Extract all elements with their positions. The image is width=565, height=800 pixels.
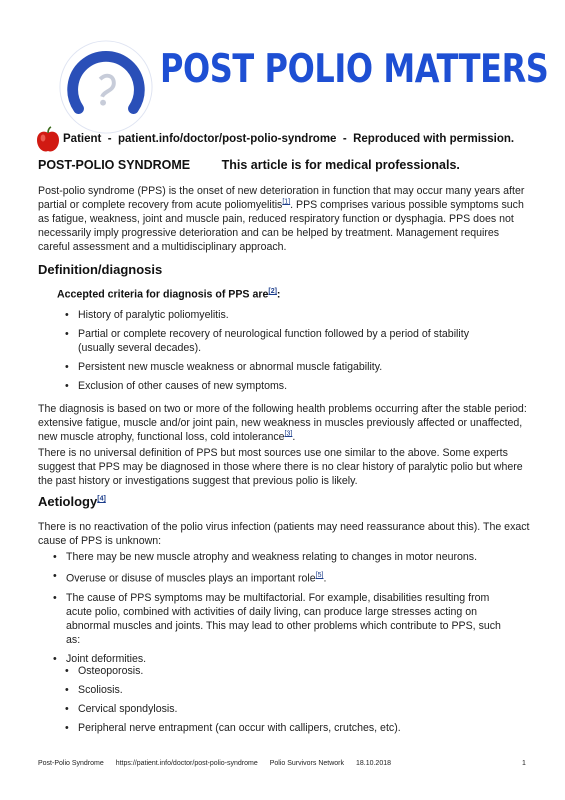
list-item	[64, 360, 524, 374]
list-item-text: Persistent new muscle weakness or abnormal muscle fatigability.	[78, 361, 383, 373]
credit-sep: -	[107, 133, 112, 145]
section-heading-definition: Definition/diagnosis	[38, 262, 163, 277]
footer-date: 18.10.2018	[355, 760, 392, 767]
list-item	[64, 683, 524, 697]
polio-survivors-network-logo	[57, 38, 155, 136]
credit-note: Reproduced with permission.	[353, 133, 515, 145]
credit-line	[63, 133, 514, 145]
footer-org: Polio Survivors Network	[269, 760, 345, 767]
footer-url[interactable]: https://patient.info/doctor/post-polio-syndrome	[115, 760, 258, 767]
list-item	[52, 591, 528, 647]
criteria-label: Accepted criteria for diagnosis of PPS are	[57, 288, 269, 301]
brand-title: POST POLIO MATTERS	[160, 47, 549, 92]
reference-link[interactable]: [4]	[97, 495, 106, 503]
credit-url[interactable]: patient.info/doctor/post-polio-syndrome	[117, 133, 337, 145]
list-item	[64, 308, 524, 322]
diagnosis-end: .	[292, 431, 296, 443]
aetiology-heading-text: Aetiology	[38, 494, 98, 509]
list-item	[52, 550, 528, 564]
criteria-list	[64, 308, 524, 398]
intro-paragraph	[38, 184, 530, 254]
credit-sep: -	[342, 133, 347, 145]
reference-link[interactable]: [2]	[268, 288, 277, 295]
aetiology-intro: There is no reactivation of the polio virus infection (patients may need reassurance about this). The exact cause of PPS is unknown:	[38, 521, 530, 547]
reference-link[interactable]: [3]	[284, 430, 293, 438]
aetiology-list	[52, 550, 528, 671]
credit-source: Patient	[63, 133, 102, 145]
universal-paragraph: There is no universal definition of PPS but most sources use one similar to the above. Some experts suggest that PPS may be diagnosed in those where there is no clear history of paralytic polio but where the past history or investigations suggest that previous polio is likely.	[38, 447, 523, 487]
page-number: 1	[522, 760, 526, 767]
reference-link[interactable]: [1]	[282, 198, 291, 206]
list-item-text: Overuse or disuse of muscles plays an important role	[66, 572, 316, 585]
intro-text: Post-polio syndrome (PPS) is the onset of new deterioration in function that may occur many years after partial or complete recovery from acute poliomyelitis	[38, 185, 525, 211]
list-item-text: There may be new muscle atrophy and weakness relating to changes in motor neurons.	[66, 551, 478, 563]
aetiology-sublist	[64, 664, 524, 740]
list-item-text: Partial or complete recovery of neurological function followed by a period of stability (usually several decades).	[78, 328, 469, 354]
list-item	[64, 664, 524, 678]
apple-icon	[33, 124, 63, 154]
criteria-colon: :	[276, 288, 281, 301]
section-heading-aetiology	[38, 494, 106, 509]
list-item	[64, 721, 524, 735]
page-title	[38, 158, 460, 172]
list-item-text: History of paralytic poliomyelitis.	[78, 309, 229, 321]
list-item	[52, 569, 528, 586]
criteria-heading	[57, 288, 280, 301]
page-title-sub: This article is for medical professionals.	[221, 158, 460, 172]
list-item-text: Scoliosis.	[78, 684, 123, 696]
diagnosis-paragraph	[38, 402, 530, 444]
page-footer	[38, 760, 401, 767]
diagnosis-text: The diagnosis is based on two or more of the following health problems occurring after the stable period: extensive fatigue, muscle and/or joint pain, new weakness in muscles previously affected or unaffected, new muscle atrophy, functional loss, cold intolerance	[38, 403, 527, 443]
page-title-main: POST-POLIO SYNDROME	[38, 158, 191, 172]
reference-link[interactable]: [5]	[315, 572, 324, 579]
list-item	[64, 702, 524, 716]
list-item-text: Exclusion of other causes of new symptoms.	[78, 380, 288, 392]
list-item-text: Peripheral nerve entrapment (can occur with callipers, crutches, etc).	[78, 722, 401, 734]
list-item-text: Cervical spondylosis.	[78, 703, 178, 715]
list-item-text: Joint deformities.	[66, 652, 147, 665]
footer-title: Post-Polio Syndrome	[38, 760, 104, 767]
intro-text: . PPS comprises various possible symptoms such as fatigue, weakness, joint and muscle pain, reduced respiratory function or dysphagia. PPS does not necessarily imply progressive deterioration and can be helped by treatment. Management requires careful assessment and a multidisciplinary approach.	[38, 199, 524, 253]
list-item	[64, 327, 524, 355]
list-item-text: Osteoporosis.	[78, 665, 144, 677]
list-item-text: The cause of PPS symptoms may be multifactorial. For example, disabilities resulting from acute polio, combined with activities of daily living, can produce large stresses acting on abnormal muscles and joints. This may lead to other problems which contribute to PPS, such as:	[66, 591, 501, 646]
list-item	[64, 379, 524, 393]
list-item-end: .	[323, 572, 327, 585]
